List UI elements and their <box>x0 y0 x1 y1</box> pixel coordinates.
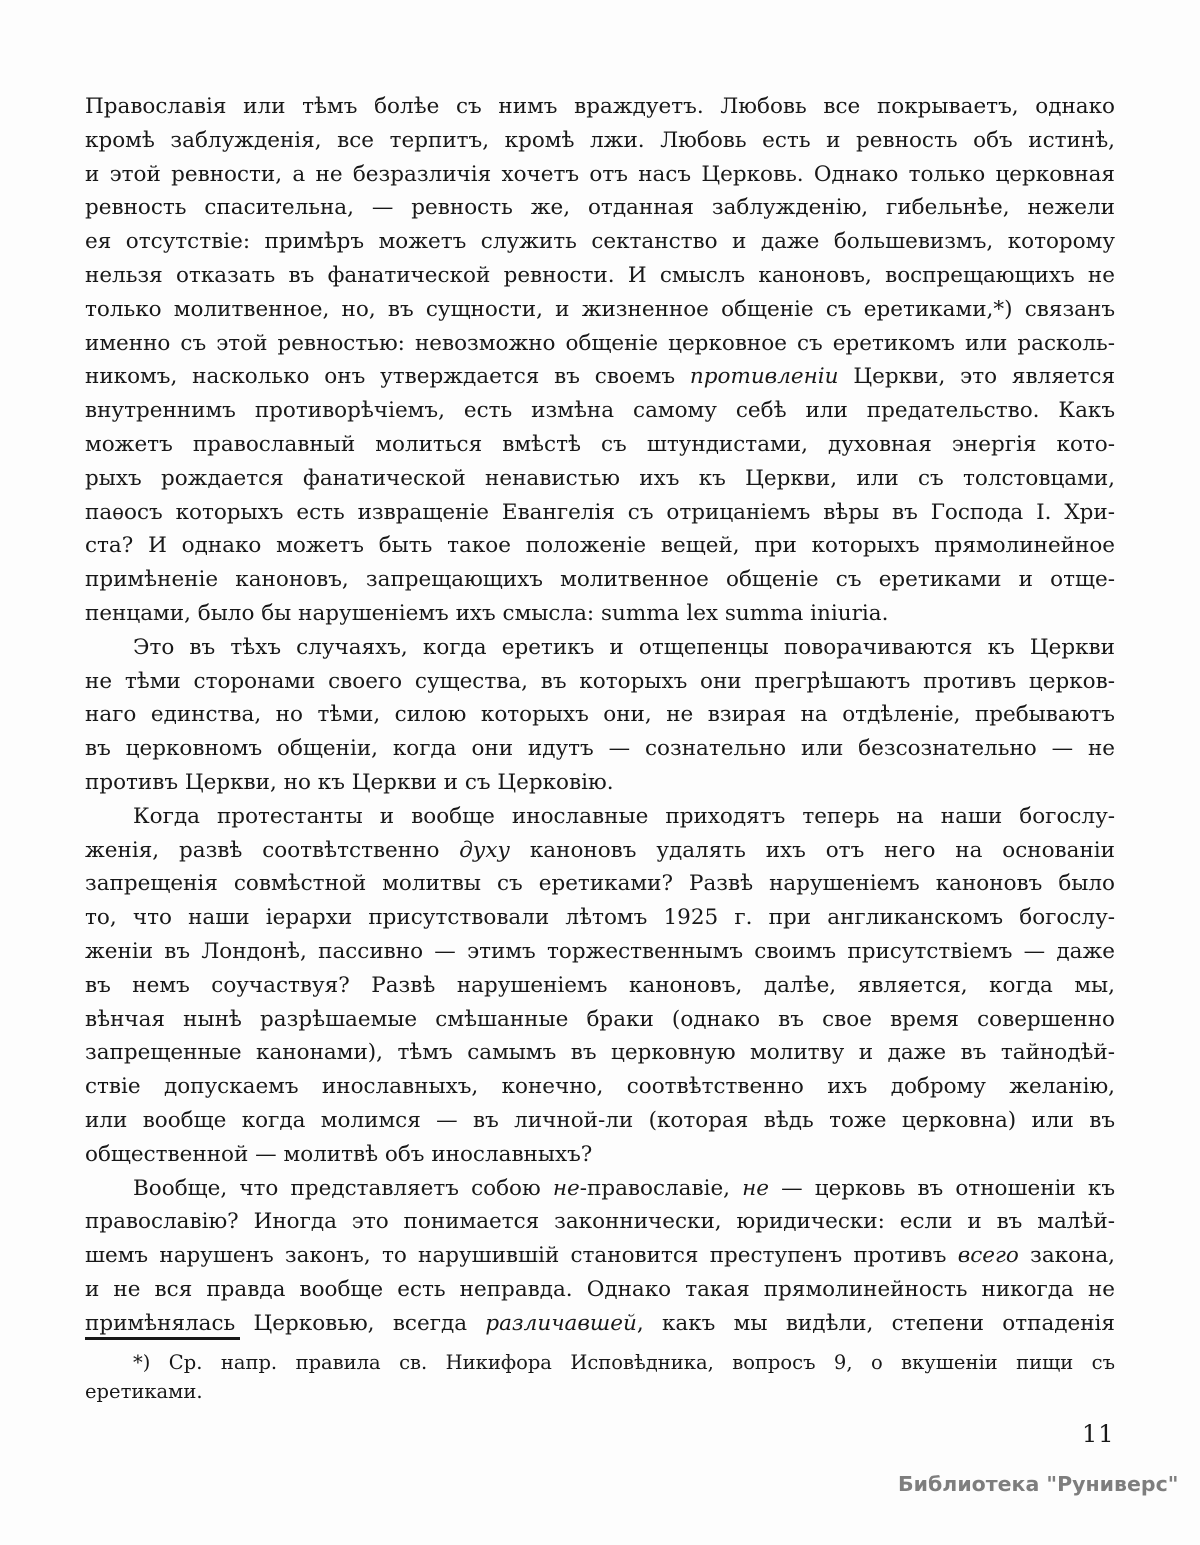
body-text: примѣнялась Церковью, всегда <box>85 1310 486 1336</box>
text-line <box>85 1104 1115 1138</box>
body-text: противъ Церкви, но къ Церкви и съ Церковію. <box>85 769 614 795</box>
body-text: — церковь въ отношеніи къ <box>769 1175 1115 1201</box>
text-line <box>85 969 1115 1003</box>
paragraph <box>85 1172 1115 1341</box>
text-line <box>85 394 1115 428</box>
body-text: православію? Иногда это понимается законнически, юридически: если и въ малѣй- <box>85 1209 1115 1235</box>
text-line <box>85 428 1115 462</box>
italic-text: противленіи <box>689 364 839 390</box>
body-text: наго единства, но тѣми, силою которыхъ они, не взирая на отдѣленіе, пребываютъ <box>85 702 1115 728</box>
body-text: запрещенія совмѣстной молитвы съ еретиками? Развѣ нарушеніемъ каноновъ было <box>85 871 1115 897</box>
body-text: паѳосъ которыхъ есть извращеніе Евангелія съ отрицаніемъ вѣры въ Господа І. Хри- <box>85 499 1115 525</box>
text-line <box>85 496 1115 530</box>
footnote <box>85 1348 1115 1406</box>
text-block <box>85 90 1115 1340</box>
body-text: то, что наши іерархи присутствовали лѣтомъ 1925 г. при англиканскомъ богослу- <box>85 905 1115 931</box>
body-text: ея отсутствіе: примѣръ можетъ служить сектанство и даже большевизмъ, которому <box>85 229 1115 255</box>
library-watermark: Библиотека "Руниверс" <box>898 1472 1179 1496</box>
body-text: -православіе, <box>579 1175 743 1201</box>
paragraph <box>85 90 1115 631</box>
body-text: каноновъ удалять ихъ отъ него на основаніи <box>509 837 1115 863</box>
text-line <box>85 834 1115 868</box>
body-text: шемъ нарушенъ законъ, то нарушившій становится преступенъ противъ <box>85 1243 958 1269</box>
text-line <box>85 191 1115 225</box>
text-line <box>85 1070 1115 1104</box>
text-line <box>85 293 1115 327</box>
italic-text: всего <box>957 1243 1019 1269</box>
text-line <box>85 732 1115 766</box>
body-text: ста? И однако можетъ быть такое положеніе вещей, при которыхъ прямолинейное <box>85 533 1115 559</box>
body-text: въ немъ соучаствуя? Развѣ нарушеніемъ каноновъ, далѣе, является, когда мы, <box>85 972 1115 998</box>
body-text: пенцами, было бы нарушеніемъ ихъ смысла: summa lex summa iniuria. <box>85 600 889 626</box>
body-text: именно съ этой ревностью: невозможно общеніе церковное съ еретикомъ или расколь- <box>85 330 1115 356</box>
text-line <box>85 259 1115 293</box>
body-text: , какъ мы видѣли, степени отпаденія <box>636 1310 1115 1336</box>
body-text: кромѣ заблужденія, все терпитъ, кромѣ лжи. Любовь есть и ревность объ истинѣ, <box>85 127 1115 153</box>
italic-text: не <box>742 1175 770 1201</box>
text-line <box>85 867 1115 901</box>
body-text: никомъ, насколько онъ утверждается въ своемъ <box>85 364 690 390</box>
paragraph <box>85 800 1115 1172</box>
text-line <box>85 1239 1115 1273</box>
text-line <box>85 1377 1115 1406</box>
body-text: Православія или тѣмъ болѣе съ нимъ враждуетъ. Любовь все покрываетъ, однако <box>85 94 1115 119</box>
body-text: внутреннимъ противорѣчіемъ, есть измѣна самому себѣ или предательство. Какъ <box>85 398 1115 424</box>
italic-text: духу <box>459 837 510 863</box>
text-line <box>85 1172 1115 1206</box>
text-line <box>85 800 1115 834</box>
body-text: Церкви, это является <box>838 364 1115 390</box>
text-line <box>85 462 1115 496</box>
text-line <box>85 90 1115 124</box>
italic-text: различавшей <box>485 1310 637 1336</box>
body-text: ствіе допускаемъ инославныхъ, конечно, соотвѣтственно ихъ доброму желанію, <box>85 1074 1115 1100</box>
body-text: Вообще, что представляетъ собою <box>133 1175 553 1201</box>
body-text: женіи въ Лондонѣ, пассивно — этимъ торжественнымъ своимъ присутствіемъ — даже <box>85 938 1115 964</box>
body-text: вѣнчая нынѣ разрѣшаемые смѣшанные браки (однако въ свое время совершенно <box>85 1006 1115 1032</box>
text-line <box>85 1273 1115 1307</box>
text-line <box>85 158 1115 192</box>
text-line <box>85 1003 1115 1037</box>
body-text: только молитвенное, но, въ сущности, и жизненное общеніе съ еретиками,*) связанъ <box>85 296 1115 322</box>
body-text: въ церковномъ общеніи, когда они идутъ — сознательно или безсознательно — не <box>85 736 1115 762</box>
text-line <box>85 225 1115 259</box>
body-text: *) Ср. напр. правила св. Никифора Исповѣдника, вопросъ 9, о вкушеніи пищи съ <box>133 1351 1115 1374</box>
text-line <box>85 327 1115 361</box>
text-line <box>85 1348 1115 1377</box>
body-text: не тѣми сторонами своего существа, въ которыхъ они прегрѣшаютъ противъ церков- <box>85 668 1115 694</box>
text-line <box>85 1205 1115 1239</box>
text-line <box>85 563 1115 597</box>
text-line <box>85 1036 1115 1070</box>
italic-text: не <box>552 1175 580 1201</box>
body-text: и не вся правда вообще есть неправда. Однако такая прямолинейность никогда не <box>85 1276 1115 1302</box>
body-text: нельзя отказать въ фанатической ревности. И смыслъ каноновъ, воспрещающихъ не <box>85 262 1115 288</box>
body-text: рыхъ рождается фанатической ненавистью ихъ къ Церкви, или съ толстовцами, <box>85 465 1115 491</box>
footnote-divider <box>85 1337 240 1340</box>
text-line <box>85 665 1115 699</box>
body-text: еретиками. <box>85 1380 203 1403</box>
body-text: и этой ревности, а не безразличія хочетъ отъ насъ Церковь. Однако только церковная <box>85 161 1115 187</box>
text-line <box>85 698 1115 732</box>
page-number: 11 <box>1082 1420 1115 1448</box>
body-text: запрещенные канонами), тѣмъ самымъ въ церковную молитву и даже въ тайнодѣй- <box>85 1040 1115 1066</box>
text-line <box>85 597 1115 631</box>
text-line <box>85 1307 1115 1341</box>
paragraph <box>85 631 1115 800</box>
text-line <box>85 766 1115 800</box>
body-text: ревность спасительна, — ревность же, отданная заблужденію, гибельнѣе, нежели <box>85 195 1115 221</box>
text-line <box>85 631 1115 665</box>
body-text: Когда протестанты и вообще инославные приходятъ теперь на наши богослу- <box>133 803 1115 829</box>
text-line <box>85 901 1115 935</box>
text-line <box>85 935 1115 969</box>
text-line <box>85 529 1115 563</box>
body-text: женія, развѣ соотвѣтственно <box>85 837 460 863</box>
body-text: примѣненіе каноновъ, запрещающихъ молитвенное общеніе съ еретиками и отще- <box>85 567 1115 593</box>
text-line <box>85 124 1115 158</box>
body-text: или вообще когда молимся — въ личной-ли (которая вѣдь тоже церковна) или въ <box>85 1107 1115 1133</box>
body-text: закона, <box>1018 1243 1115 1269</box>
text-line <box>85 360 1115 394</box>
body-text: общественной — молитвѣ объ инославныхъ? <box>85 1141 593 1167</box>
body-text: можетъ православный молиться вмѣстѣ съ штундистами, духовная энергія кото- <box>85 431 1115 457</box>
text-line <box>85 1138 1115 1172</box>
body-text: Это въ тѣхъ случаяхъ, когда еретикъ и отщепенцы поворачиваются къ Церкви <box>133 634 1115 660</box>
